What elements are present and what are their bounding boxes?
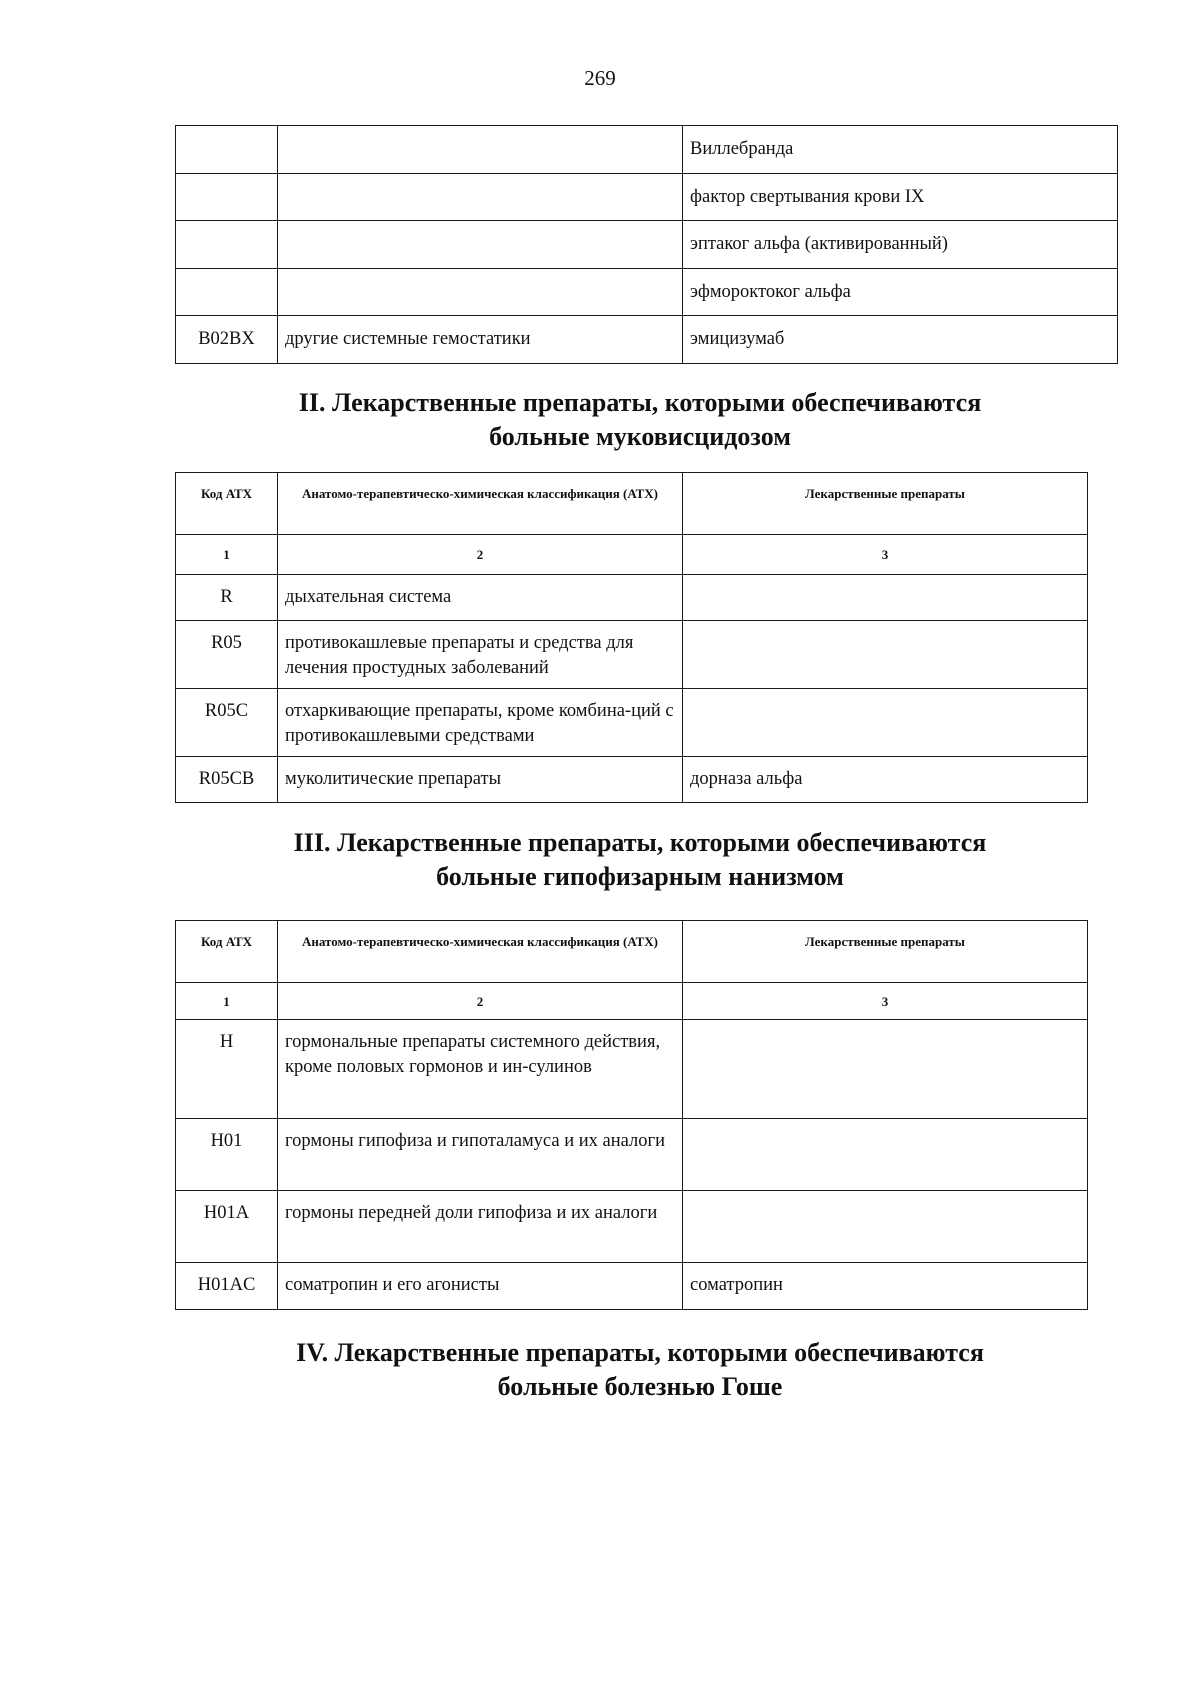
table-row [176, 1263, 1088, 1310]
code-cell [176, 126, 278, 174]
column-number: 1 [176, 983, 278, 1020]
code-cell: R05C [176, 689, 278, 757]
classification-cell: дыхательная система [278, 575, 683, 621]
heading-line: III. Лекарственные препараты, которыми обеспечиваются [293, 828, 987, 857]
classification-cell: муколитические препараты [278, 757, 683, 803]
classification-cell [278, 221, 683, 269]
heading-line: больные гипофизарным нанизмом [436, 862, 844, 891]
classification-cell: гормоны гипофиза и гипоталамуса и их аналоги [278, 1119, 683, 1191]
table-header-row [176, 473, 1088, 535]
classification-cell: другие системные гемостатики [278, 316, 683, 364]
heading-line: больные муковисцидозом [489, 422, 791, 451]
table-row [176, 316, 1118, 364]
column-header-drugs: Лекарственные препараты [683, 921, 1088, 983]
column-header-classification: Анатомо-терапевтическо-химическая классификация (АТХ) [278, 921, 683, 983]
classification-cell: соматропин и его агонисты [278, 1263, 683, 1310]
page-number: 269 [584, 66, 616, 90]
column-header-code: Код АТХ [176, 921, 278, 983]
code-cell: R05 [176, 621, 278, 689]
table-header-row [176, 921, 1088, 983]
column-number: 2 [278, 983, 683, 1020]
table-hemostatics-continued [175, 125, 1118, 364]
drug-cell [683, 1191, 1088, 1263]
table-row [176, 575, 1088, 621]
drug-cell: эфмороктоког альфа [683, 269, 1118, 316]
classification-cell [278, 126, 683, 174]
code-cell [176, 221, 278, 269]
column-number: 2 [278, 535, 683, 575]
code-cell: H01AC [176, 1263, 278, 1310]
classification-cell: отхаркивающие препараты, кроме комбина-ций с противокашлевыми средствами [278, 689, 683, 757]
column-number: 3 [683, 983, 1088, 1020]
table-row [176, 1191, 1088, 1263]
table-row [176, 757, 1088, 803]
classification-cell: гормоны передней доли гипофиза и их аналоги [278, 1191, 683, 1263]
classification-cell: гормональные препараты системного действия, кроме половых гормонов и ин-сулинов [278, 1020, 683, 1119]
table-row [176, 621, 1088, 689]
drug-cell: дорназа альфа [683, 757, 1088, 803]
column-header-code: Код АТХ [176, 473, 278, 535]
code-cell: H01A [176, 1191, 278, 1263]
column-number: 3 [683, 535, 1088, 575]
drug-cell: фактор свертывания крови IX [683, 174, 1118, 221]
drug-cell [683, 621, 1088, 689]
table-pituitary-nanism [175, 920, 1088, 1310]
classification-cell: противокашлевые препараты и средства для лечения простудных заболеваний [278, 621, 683, 689]
column-number-row [176, 983, 1088, 1020]
section-heading-cystic-fibrosis [240, 386, 1040, 454]
code-cell [176, 174, 278, 221]
code-cell: B02BX [176, 316, 278, 364]
drug-cell: эмицизумаб [683, 316, 1118, 364]
heading-line: II. Лекарственные препараты, которыми обеспечиваются [298, 388, 982, 417]
drug-cell: Виллебранда [683, 126, 1118, 174]
code-cell: R [176, 575, 278, 621]
drug-cell [683, 689, 1088, 757]
drug-cell [683, 1020, 1088, 1119]
column-number-row [176, 535, 1088, 575]
code-cell: R05CB [176, 757, 278, 803]
drug-cell: эптаког альфа (активированный) [683, 221, 1118, 269]
table-row [176, 174, 1118, 221]
drug-cell: соматропин [683, 1263, 1088, 1310]
classification-cell [278, 269, 683, 316]
table-row [176, 126, 1118, 174]
table-row [176, 269, 1118, 316]
table-row [176, 689, 1088, 757]
section-heading-pituitary-nanism [240, 826, 1040, 894]
classification-cell [278, 174, 683, 221]
table-row [176, 221, 1118, 269]
column-header-drugs: Лекарственные препараты [683, 473, 1088, 535]
code-cell [176, 269, 278, 316]
table-cystic-fibrosis [175, 472, 1088, 803]
heading-line: больные болезнью Гоше [497, 1372, 783, 1401]
column-number: 1 [176, 535, 278, 575]
table-row [176, 1020, 1088, 1119]
code-cell: H01 [176, 1119, 278, 1191]
drug-cell [683, 575, 1088, 621]
drug-cell [683, 1119, 1088, 1191]
section-heading-gaucher-disease [240, 1336, 1040, 1404]
code-cell: H [176, 1020, 278, 1119]
heading-line: IV. Лекарственные препараты, которыми обеспечиваются [296, 1338, 984, 1367]
column-header-classification: Анатомо-терапевтическо-химическая классификация (АТХ) [278, 473, 683, 535]
table-row [176, 1119, 1088, 1191]
